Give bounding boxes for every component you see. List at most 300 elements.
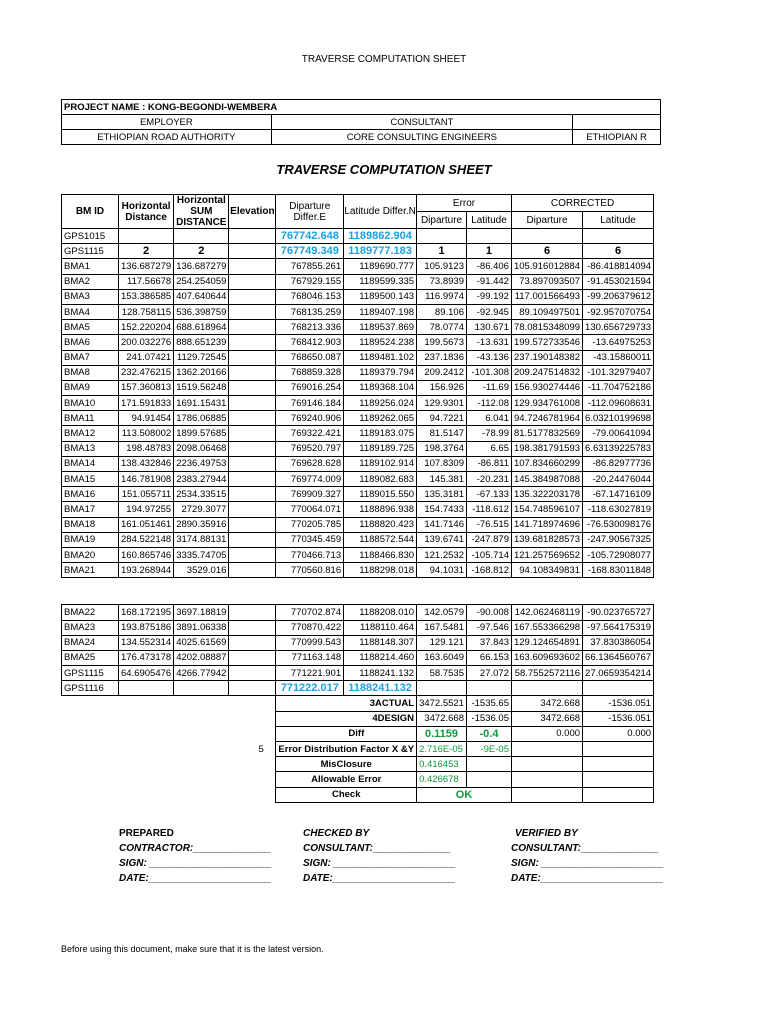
diff-label: Diff bbox=[276, 726, 417, 741]
cell-h-sum: 254.254059 bbox=[174, 274, 229, 289]
cell-elevation bbox=[229, 396, 276, 411]
header-corrected-departure: Diparture bbox=[511, 212, 582, 229]
cell-elevation bbox=[229, 441, 276, 456]
cell-corrected-departure: 129.934761008 bbox=[511, 396, 582, 411]
allowable-error-value: 0.426678 bbox=[417, 772, 467, 787]
cell-bm-id: GPS1015 bbox=[62, 229, 119, 244]
employer-label: EMPLOYER bbox=[62, 115, 272, 130]
cell-bm-id: BMA2 bbox=[62, 274, 119, 289]
cell-corrected-departure: 78.0815348099 bbox=[511, 320, 582, 335]
contractor-line: CONTRACTOR:______________ bbox=[119, 843, 272, 854]
cell-latitude: 1189262.065 bbox=[344, 411, 417, 426]
cell-latitude: 1188572.544 bbox=[344, 532, 417, 547]
cell-latitude: 1189407.198 bbox=[344, 304, 417, 319]
cell-bm-id: BMA22 bbox=[62, 605, 119, 620]
design-num: 4 bbox=[372, 713, 378, 725]
cell-departure: 768650.087 bbox=[276, 350, 344, 365]
cell-error-latitude: -67.133 bbox=[466, 487, 511, 502]
table-row bbox=[62, 335, 654, 350]
table-row bbox=[62, 274, 654, 289]
design-dep: 3472.668 bbox=[417, 711, 467, 726]
cell-error-departure: 121.2532 bbox=[417, 547, 467, 562]
cell-error-departure: 129.9301 bbox=[417, 396, 467, 411]
cell-h-sum: 2383.27944 bbox=[174, 472, 229, 487]
cell-departure: 769146.184 bbox=[276, 396, 344, 411]
cell-departure: 767855.261 bbox=[276, 259, 344, 274]
cell-latitude: 1189500.143 bbox=[344, 289, 417, 304]
cell-error-departure bbox=[417, 681, 467, 696]
cell-corrected-latitude: -99.206379612 bbox=[583, 289, 654, 304]
cell-departure: 770999.543 bbox=[276, 635, 344, 650]
project-info-table bbox=[61, 99, 661, 145]
cell-h-sum: 536.398759 bbox=[174, 304, 229, 319]
cell-error-latitude: -86.811 bbox=[466, 456, 511, 471]
cell-elevation bbox=[229, 365, 276, 380]
sign-line-3: SIGN: ______________________ bbox=[511, 858, 664, 869]
cell-corrected-latitude: 6.63139225783 bbox=[583, 441, 654, 456]
cell-elevation bbox=[229, 274, 276, 289]
cell-h-distance: 117.56678 bbox=[119, 274, 174, 289]
cell-bm-id: BMA11 bbox=[62, 411, 119, 426]
footer-note: Before using this document, make sure that it is the latest version. bbox=[61, 944, 324, 954]
cell-departure: 770702.874 bbox=[276, 605, 344, 620]
cell-bm-id: GPS1116 bbox=[62, 681, 119, 696]
cell-h-sum: 4025.61569 bbox=[174, 635, 229, 650]
cell-h-distance: 160.865746 bbox=[119, 547, 174, 562]
table-row bbox=[62, 532, 654, 547]
cell-h-distance: 241.07421 bbox=[119, 350, 174, 365]
cell-corrected-departure: 156.930274446 bbox=[511, 380, 582, 395]
cell-elevation bbox=[229, 320, 276, 335]
cell-departure: 771221.901 bbox=[276, 666, 344, 681]
cell-h-distance: 136.687279 bbox=[119, 259, 174, 274]
cell-h-distance: 168.172195 bbox=[119, 605, 174, 620]
cell-h-sum: 2098.06468 bbox=[174, 441, 229, 456]
cell-bm-id: BMA21 bbox=[62, 563, 119, 578]
cell-bm-id: BMA25 bbox=[62, 650, 119, 665]
cell-bm-id: BMA10 bbox=[62, 396, 119, 411]
cell-error-latitude: -118.612 bbox=[466, 502, 511, 517]
header-corrected: CORRECTED bbox=[511, 195, 653, 212]
cell-departure: 768213.336 bbox=[276, 320, 344, 335]
cell-corrected-departure: 6 bbox=[511, 244, 582, 259]
table-row bbox=[62, 502, 654, 517]
table-row bbox=[62, 563, 654, 578]
cell-h-sum: 3891.06338 bbox=[174, 620, 229, 635]
cell-h-distance: 94.91454 bbox=[119, 411, 174, 426]
diff-cl: 0.000 bbox=[583, 726, 654, 741]
cell-elevation bbox=[229, 547, 276, 562]
cell-elevation bbox=[229, 563, 276, 578]
edf-num: 5 bbox=[258, 743, 264, 755]
table-row bbox=[62, 605, 654, 620]
cell-elevation bbox=[229, 532, 276, 547]
cell-latitude: 1189379.794 bbox=[344, 365, 417, 380]
cell-departure: 767929.155 bbox=[276, 274, 344, 289]
cell-h-distance: 146.781908 bbox=[119, 472, 174, 487]
cell-elevation bbox=[229, 681, 276, 696]
table-row bbox=[62, 650, 654, 665]
cell-h-distance bbox=[119, 681, 174, 696]
cell-error-latitude: -99.192 bbox=[466, 289, 511, 304]
cell-h-sum: 1691.15431 bbox=[174, 396, 229, 411]
checked-label: CHECKED BY bbox=[303, 828, 370, 839]
cell-bm-id: BMA7 bbox=[62, 350, 119, 365]
cell-departure: 769240.906 bbox=[276, 411, 344, 426]
cell-bm-id: BMA9 bbox=[62, 380, 119, 395]
cell-bm-id: BMA4 bbox=[62, 304, 119, 319]
cell-elevation bbox=[229, 335, 276, 350]
cell-bm-id: BMA16 bbox=[62, 487, 119, 502]
checked-block bbox=[303, 826, 456, 886]
cell-corrected-departure: 94.108349831 bbox=[511, 563, 582, 578]
cell-corrected-latitude: -86.82977736 bbox=[583, 456, 654, 471]
cell-latitude: 1188896.938 bbox=[344, 502, 417, 517]
cell-departure: 767742.648 bbox=[276, 229, 344, 244]
cell-error-departure: 199.5673 bbox=[417, 335, 467, 350]
cell-corrected-departure: 105.916012884 bbox=[511, 259, 582, 274]
project-header-clip bbox=[0, 0, 646, 150]
verified-block bbox=[511, 826, 664, 886]
cell-departure: 769628.628 bbox=[276, 456, 344, 471]
cell-departure: 768046.153 bbox=[276, 289, 344, 304]
cell-latitude: 1189082.683 bbox=[344, 472, 417, 487]
cell-latitude: 1189690.777 bbox=[344, 259, 417, 274]
cell-h-distance: 171.591833 bbox=[119, 396, 174, 411]
cell-h-distance: 157.360813 bbox=[119, 380, 174, 395]
cell-corrected-departure bbox=[511, 681, 582, 696]
table-row bbox=[62, 547, 654, 562]
cell-corrected-latitude: -247.90567325 bbox=[583, 532, 654, 547]
cell-latitude: 1188214.460 bbox=[344, 650, 417, 665]
summary-section bbox=[62, 696, 654, 802]
cell-corrected-latitude: 37.830386054 bbox=[583, 635, 654, 650]
cell-corrected-departure: 163.609693602 bbox=[511, 650, 582, 665]
sheet-title: TRAVERSE COMPUTATION SHEET bbox=[276, 162, 492, 177]
third-party-value: ETHIOPIAN R bbox=[573, 130, 661, 145]
cell-corrected-latitude: -43.15860011 bbox=[583, 350, 654, 365]
cell-corrected-latitude: 130.656729733 bbox=[583, 320, 654, 335]
cell-latitude: 1188820.423 bbox=[344, 517, 417, 532]
cell-corrected-latitude: -97.564175319 bbox=[583, 620, 654, 635]
cell-error-latitude: -13.631 bbox=[466, 335, 511, 350]
table-row bbox=[62, 244, 654, 259]
cell-h-sum bbox=[174, 681, 229, 696]
cell-departure: 771222.017 bbox=[276, 681, 344, 696]
cell-error-departure: 237.1836 bbox=[417, 350, 467, 365]
sign-line-2: SIGN: ______________________ bbox=[303, 858, 456, 869]
cell-latitude: 1189368.104 bbox=[344, 380, 417, 395]
header-elevation: Elevation bbox=[229, 195, 276, 229]
cell-error-departure: 163.6049 bbox=[417, 650, 467, 665]
header-bm-id: BM ID bbox=[62, 195, 119, 229]
cell-departure: 769774.009 bbox=[276, 472, 344, 487]
table-row bbox=[62, 411, 654, 426]
cell-error-latitude: 27.072 bbox=[466, 666, 511, 681]
cell-latitude: 1188466.830 bbox=[344, 547, 417, 562]
cell-error-latitude: -97.546 bbox=[466, 620, 511, 635]
cell-error-latitude: -76.515 bbox=[466, 517, 511, 532]
cell-elevation bbox=[229, 304, 276, 319]
edf-dep: 2.716E-05 bbox=[417, 742, 467, 757]
date-line-1: DATE:______________________ bbox=[119, 873, 272, 884]
cell-error-latitude: -91.442 bbox=[466, 274, 511, 289]
cell-error-departure: 129.121 bbox=[417, 635, 467, 650]
cell-elevation bbox=[229, 650, 276, 665]
cell-elevation bbox=[229, 472, 276, 487]
cell-error-latitude: -78.99 bbox=[466, 426, 511, 441]
cell-corrected-latitude: -92.957070754 bbox=[583, 304, 654, 319]
cell-elevation bbox=[229, 502, 276, 517]
table-row bbox=[62, 380, 654, 395]
misclosure-label: MisClosure bbox=[276, 757, 417, 772]
table-row bbox=[62, 229, 654, 244]
consultant-label: CONSULTANT bbox=[271, 115, 572, 130]
cell-h-sum: 2534.33515 bbox=[174, 487, 229, 502]
cell-h-sum: 4202.08887 bbox=[174, 650, 229, 665]
design-label: DESIGN bbox=[377, 713, 415, 725]
table-row bbox=[62, 365, 654, 380]
table-row bbox=[62, 517, 654, 532]
sign-line-1: SIGN: ______________________ bbox=[119, 858, 272, 869]
cell-error-latitude: -247.879 bbox=[466, 532, 511, 547]
cell-latitude: 1189102.914 bbox=[344, 456, 417, 471]
cell-error-departure: 107.8309 bbox=[417, 456, 467, 471]
cell-h-distance: 134.552314 bbox=[119, 635, 174, 650]
date-line-3: DATE:______________________ bbox=[511, 873, 664, 884]
cell-corrected-departure: 199.572733546 bbox=[511, 335, 582, 350]
cell-bm-id: BMA20 bbox=[62, 547, 119, 562]
cell-h-distance: 113.508002 bbox=[119, 426, 174, 441]
cell-elevation bbox=[229, 635, 276, 650]
cell-departure: 768859.328 bbox=[276, 365, 344, 380]
cell-elevation bbox=[229, 456, 276, 471]
cell-bm-id: BMA3 bbox=[62, 289, 119, 304]
cell-corrected-departure: 89.109497501 bbox=[511, 304, 582, 319]
cell-error-latitude bbox=[466, 229, 511, 244]
cell-elevation bbox=[229, 411, 276, 426]
cell-corrected-departure: 58.7552572116 bbox=[511, 666, 582, 681]
cell-latitude: 1188298.018 bbox=[344, 563, 417, 578]
table-row bbox=[62, 635, 654, 650]
edf-label: Error Distribution Factor X &Y bbox=[276, 742, 417, 757]
cell-corrected-departure: 117.001566493 bbox=[511, 289, 582, 304]
cell-error-latitude: -112.08 bbox=[466, 396, 511, 411]
cell-corrected-departure: 94.7246781964 bbox=[511, 411, 582, 426]
cell-latitude: 1189599.335 bbox=[344, 274, 417, 289]
header-error-latitude: Latitude bbox=[466, 212, 511, 229]
cell-h-distance: 200.032276 bbox=[119, 335, 174, 350]
cell-departure: 767749.349 bbox=[276, 244, 344, 259]
cell-h-distance bbox=[119, 229, 174, 244]
cell-corrected-departure: 129.124654891 bbox=[511, 635, 582, 650]
cell-error-departure: 198.3764 bbox=[417, 441, 467, 456]
cell-corrected-departure: 142.062468119 bbox=[511, 605, 582, 620]
cell-h-sum: 1786.06885 bbox=[174, 411, 229, 426]
cell-error-departure: 139.6741 bbox=[417, 532, 467, 547]
header-latitude: Latitude Differ.N bbox=[344, 195, 417, 229]
cell-h-distance: 152.220204 bbox=[119, 320, 174, 335]
cell-corrected-latitude: -168.83011848 bbox=[583, 563, 654, 578]
table-row bbox=[62, 426, 654, 441]
cell-latitude: 1189015.550 bbox=[344, 487, 417, 502]
cell-h-distance: 193.875186 bbox=[119, 620, 174, 635]
cell-corrected-latitude: -101.32979407 bbox=[583, 365, 654, 380]
diff-lat: -0.4 bbox=[466, 726, 511, 741]
cell-bm-id: BMA5 bbox=[62, 320, 119, 335]
cell-bm-id: BMA17 bbox=[62, 502, 119, 517]
cell-corrected-latitude: -11.704752186 bbox=[583, 380, 654, 395]
table-row bbox=[62, 472, 654, 487]
cell-corrected-latitude: -91.453021594 bbox=[583, 274, 654, 289]
cell-h-distance: 284.522148 bbox=[119, 532, 174, 547]
misclosure-value: 0.416453 bbox=[417, 757, 467, 772]
cell-error-departure: 73.8939 bbox=[417, 274, 467, 289]
cell-latitude: 1188241.132 bbox=[344, 681, 417, 696]
cell-bm-id: BMA12 bbox=[62, 426, 119, 441]
table-row bbox=[62, 320, 654, 335]
cell-h-distance: 128.758115 bbox=[119, 304, 174, 319]
cell-corrected-departure: 73.897093507 bbox=[511, 274, 582, 289]
cell-corrected-latitude: -86.418814094 bbox=[583, 259, 654, 274]
cell-elevation bbox=[229, 426, 276, 441]
cell-corrected-departure: 237.190148382 bbox=[511, 350, 582, 365]
cell-h-sum: 1362.20166 bbox=[174, 365, 229, 380]
cell-h-sum: 3529.016 bbox=[174, 563, 229, 578]
cell-departure: 768412.903 bbox=[276, 335, 344, 350]
header-error: Error bbox=[417, 195, 512, 212]
cell-h-sum: 4266.77942 bbox=[174, 666, 229, 681]
design-cl: -1536.051 bbox=[583, 711, 654, 726]
cell-corrected-latitude: 6 bbox=[583, 244, 654, 259]
cell-error-departure: 116.9974 bbox=[417, 289, 467, 304]
cell-corrected-latitude: -13.64975253 bbox=[583, 335, 654, 350]
design-cd: 3472.668 bbox=[511, 711, 582, 726]
cell-error-latitude: -105.714 bbox=[466, 547, 511, 562]
cell-bm-id: BMA13 bbox=[62, 441, 119, 456]
cell-elevation bbox=[229, 229, 276, 244]
cell-bm-id: BMA1 bbox=[62, 259, 119, 274]
cell-error-departure: 105.9123 bbox=[417, 259, 467, 274]
cell-corrected-departure: 139.681828573 bbox=[511, 532, 582, 547]
cell-error-departure: 142.0579 bbox=[417, 605, 467, 620]
cell-error-latitude: -168.812 bbox=[466, 563, 511, 578]
header-h-distance: Horizontal Distance bbox=[119, 195, 174, 229]
header-departure: Diparture Differ.E bbox=[276, 195, 344, 229]
cell-corrected-latitude: -112.09608631 bbox=[583, 396, 654, 411]
cell-h-distance: 161.051461 bbox=[119, 517, 174, 532]
cell-error-departure: 145.381 bbox=[417, 472, 467, 487]
cell-h-sum: 1519.56248 bbox=[174, 380, 229, 395]
cell-h-distance: 194.97255 bbox=[119, 502, 174, 517]
cell-error-departure: 135.3181 bbox=[417, 487, 467, 502]
cell-departure: 769520.797 bbox=[276, 441, 344, 456]
table-row bbox=[62, 666, 654, 681]
cell-corrected-latitude: -76.530098176 bbox=[583, 517, 654, 532]
cell-latitude: 1189537.869 bbox=[344, 320, 417, 335]
cell-h-sum: 2729.3077 bbox=[174, 502, 229, 517]
cell-departure: 771163.148 bbox=[276, 650, 344, 665]
cell-bm-id: BMA15 bbox=[62, 472, 119, 487]
cell-h-sum: 1899.57685 bbox=[174, 426, 229, 441]
actual-dep: 3472.5521 bbox=[417, 696, 467, 711]
cell-latitude: 1188208.010 bbox=[344, 605, 417, 620]
cell-latitude: 1189189.725 bbox=[344, 441, 417, 456]
diff-cd: 0.000 bbox=[511, 726, 582, 741]
cell-error-latitude bbox=[466, 681, 511, 696]
header-corrected-latitude: Latitude bbox=[583, 212, 654, 229]
cell-h-sum: 2 bbox=[174, 244, 229, 259]
table-row bbox=[62, 456, 654, 471]
date-line-2: DATE:______________________ bbox=[303, 873, 456, 884]
cell-error-departure: 209.2412 bbox=[417, 365, 467, 380]
cell-corrected-latitude: -20.24476044 bbox=[583, 472, 654, 487]
cell-bm-id: BMA18 bbox=[62, 517, 119, 532]
cell-h-sum: 888.651239 bbox=[174, 335, 229, 350]
cell-corrected-latitude bbox=[583, 681, 654, 696]
cell-elevation bbox=[229, 666, 276, 681]
cell-corrected-latitude: 66.1364560767 bbox=[583, 650, 654, 665]
cell-h-sum: 688.618964 bbox=[174, 320, 229, 335]
cell-error-departure: 81.5147 bbox=[417, 426, 467, 441]
cell-h-sum: 136.687279 bbox=[174, 259, 229, 274]
consultant-line-1: CONSULTANT:______________ bbox=[303, 843, 451, 854]
cell-departure: 770064.071 bbox=[276, 502, 344, 517]
cell-error-departure: 58.7535 bbox=[417, 666, 467, 681]
actual-cl: -1536.051 bbox=[583, 696, 654, 711]
cell-latitude: 1189256.024 bbox=[344, 396, 417, 411]
cell-error-departure: 94.1031 bbox=[417, 563, 467, 578]
cell-h-distance: 138.432846 bbox=[119, 456, 174, 471]
verified-label: VERIFIED BY bbox=[515, 828, 578, 839]
cell-h-sum: 3335.74705 bbox=[174, 547, 229, 562]
header-h-sum: Horizontal SUM DISTANCE bbox=[174, 195, 229, 229]
cell-h-sum: 2890.35916 bbox=[174, 517, 229, 532]
cell-h-distance: 153.386585 bbox=[119, 289, 174, 304]
actual-num: 3 bbox=[369, 698, 375, 710]
cell-elevation bbox=[229, 350, 276, 365]
table-row bbox=[62, 681, 654, 696]
cell-corrected-departure: 135.322203178 bbox=[511, 487, 582, 502]
cell-corrected-departure: 198.381791593 bbox=[511, 441, 582, 456]
cell-corrected-latitude: -105.72908077 bbox=[583, 547, 654, 562]
cell-corrected-latitude: 6.03210199698 bbox=[583, 411, 654, 426]
cell-departure: 769322.421 bbox=[276, 426, 344, 441]
cell-error-departure: 89.106 bbox=[417, 304, 467, 319]
consultant-line-2: CONSULTANT:______________ bbox=[511, 843, 659, 854]
edf-lat: -9E-05 bbox=[466, 742, 511, 757]
cell-corrected-latitude bbox=[583, 229, 654, 244]
cell-corrected-departure: 145.384987088 bbox=[511, 472, 582, 487]
cell-departure: 770870.422 bbox=[276, 620, 344, 635]
cell-error-departure: 156.926 bbox=[417, 380, 467, 395]
cell-error-latitude: -90.008 bbox=[466, 605, 511, 620]
cell-departure: 770205.785 bbox=[276, 517, 344, 532]
cell-departure: 769016.254 bbox=[276, 380, 344, 395]
diff-dep: 0.1159 bbox=[417, 726, 467, 741]
cell-corrected-departure: 121.257569652 bbox=[511, 547, 582, 562]
cell-error-departure: 78.0774 bbox=[417, 320, 467, 335]
document-title: TRAVERSE COMPUTATION SHEET bbox=[301, 54, 467, 65]
header-error-departure: Diparture bbox=[417, 212, 467, 229]
check-label: Check bbox=[276, 787, 417, 802]
cell-error-departure: 94.7221 bbox=[417, 411, 467, 426]
table-row bbox=[62, 396, 654, 411]
cell-corrected-departure bbox=[511, 229, 582, 244]
table-row bbox=[62, 289, 654, 304]
cell-h-distance: 64.6905476 bbox=[119, 666, 174, 681]
cell-error-latitude: -101.308 bbox=[466, 365, 511, 380]
